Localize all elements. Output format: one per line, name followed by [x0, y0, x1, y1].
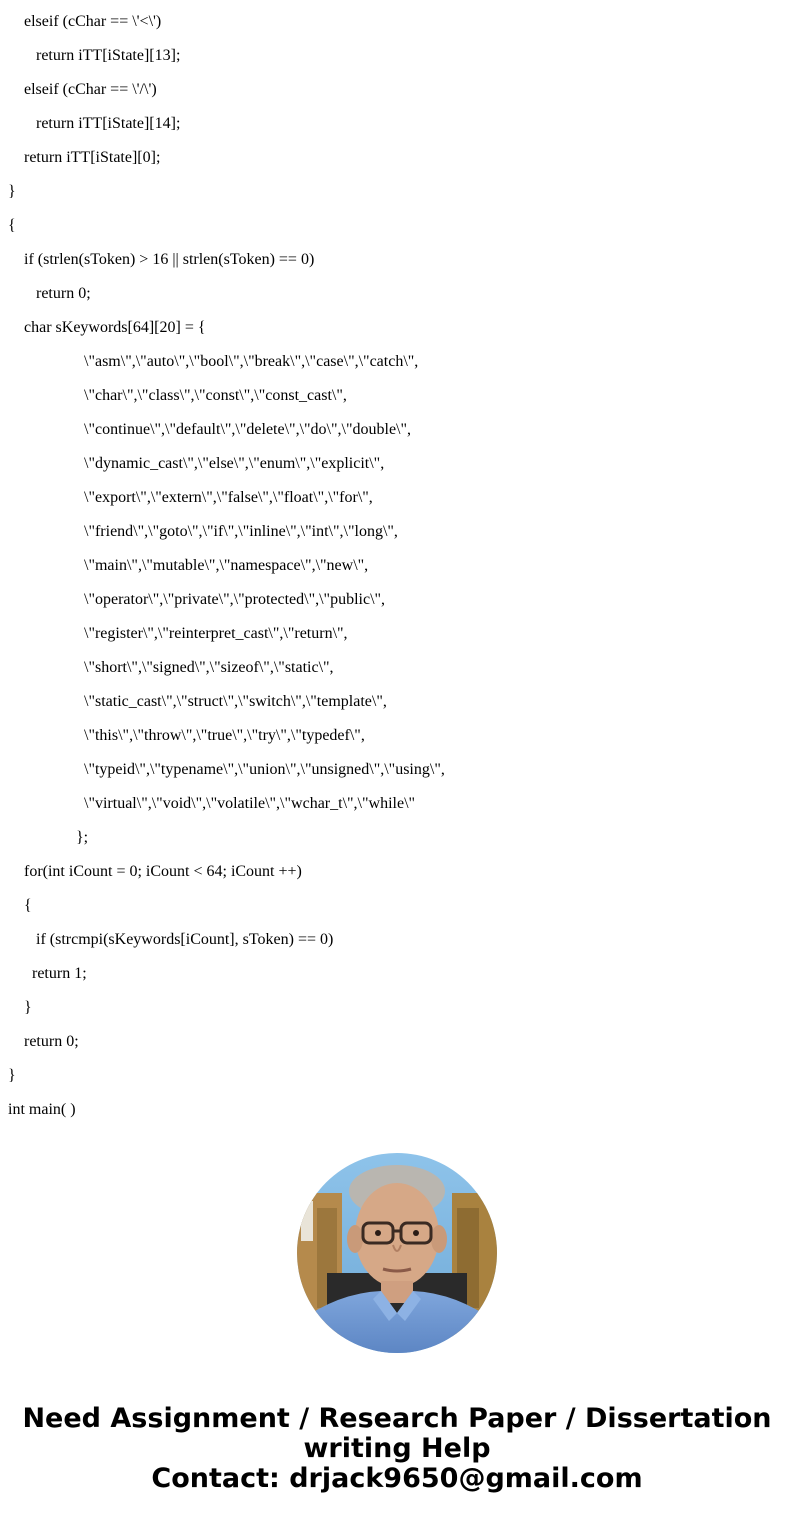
code-line: };	[76, 829, 89, 846]
code-line: \"short\",\"signed\",\"sizeof\",\"static\",	[84, 659, 334, 676]
code-line: \"typeid\",\"typename\",\"union\",\"unsigned\",\"using\",	[84, 761, 445, 778]
footer-subheadline: writing Help	[303, 1433, 491, 1464]
contact-banner	[0, 1404, 794, 1494]
person-photo-icon	[297, 1153, 497, 1353]
code-line: \"virtual\",\"void\",\"volatile\",\"wchar_t\",\"while\"	[84, 795, 416, 812]
code-line: elseif (cChar == \'<\')	[24, 13, 162, 30]
code-line: }	[8, 183, 16, 200]
code-line: }	[8, 1067, 16, 1084]
code-line: {	[8, 217, 16, 234]
code-line: \"static_cast\",\"struct\",\"switch\",\"template\",	[84, 693, 387, 710]
code-line: return iTT[iState][14];	[36, 115, 181, 132]
code-line: if (strcmpi(sKeywords[iCount], sToken) == 0)	[36, 931, 334, 948]
code-line: return iTT[iState][0];	[24, 149, 161, 166]
code-line: \"operator\",\"private\",\"protected\",\"public\",	[84, 591, 386, 608]
code-line: \"dynamic_cast\",\"else\",\"enum\",\"explicit\",	[84, 455, 385, 472]
code-line: elseif (cChar == \'/\')	[24, 81, 157, 98]
code-line: \"main\",\"mutable\",\"namespace\",\"new\",	[84, 557, 369, 574]
code-line: for(int iCount = 0; iCount < 64; iCount ++)	[24, 863, 302, 880]
code-line: \"this\",\"throw\",\"true\",\"try\",\"typedef\",	[84, 727, 365, 744]
code-line: \"export\",\"extern\",\"false\",\"float\",\"for\",	[84, 489, 373, 506]
code-line: }	[24, 999, 32, 1016]
code-line: {	[24, 897, 32, 914]
code-line: int main( )	[8, 1101, 76, 1118]
code-line: \"char\",\"class\",\"const\",\"const_cast\",	[84, 387, 347, 404]
code-line: \"asm\",\"auto\",\"bool\",\"break\",\"case\",\"catch\",	[84, 353, 419, 370]
code-line: \"register\",\"reinterpret_cast\",\"return\",	[84, 625, 348, 642]
code-line: \"continue\",\"default\",\"delete\",\"do\",\"double\",	[84, 421, 412, 438]
code-line: return 0;	[24, 1033, 79, 1050]
code-line: char sKeywords[64][20] = {	[24, 319, 206, 336]
code-line: return 0;	[36, 285, 91, 302]
code-line: if (strlen(sToken) > 16 || strlen(sToken) == 0)	[24, 251, 315, 268]
code-line: return 1;	[32, 965, 87, 982]
code-line: \"friend\",\"goto\",\"if\",\"inline\",\"int\",\"long\",	[84, 523, 398, 540]
author-avatar	[297, 1153, 497, 1353]
code-line: return iTT[iState][13];	[36, 47, 181, 64]
footer-contact-email: Contact: drjack9650@gmail.com	[151, 1463, 643, 1494]
footer-headline: Need Assignment / Research Paper / Dissertation	[22, 1403, 772, 1434]
